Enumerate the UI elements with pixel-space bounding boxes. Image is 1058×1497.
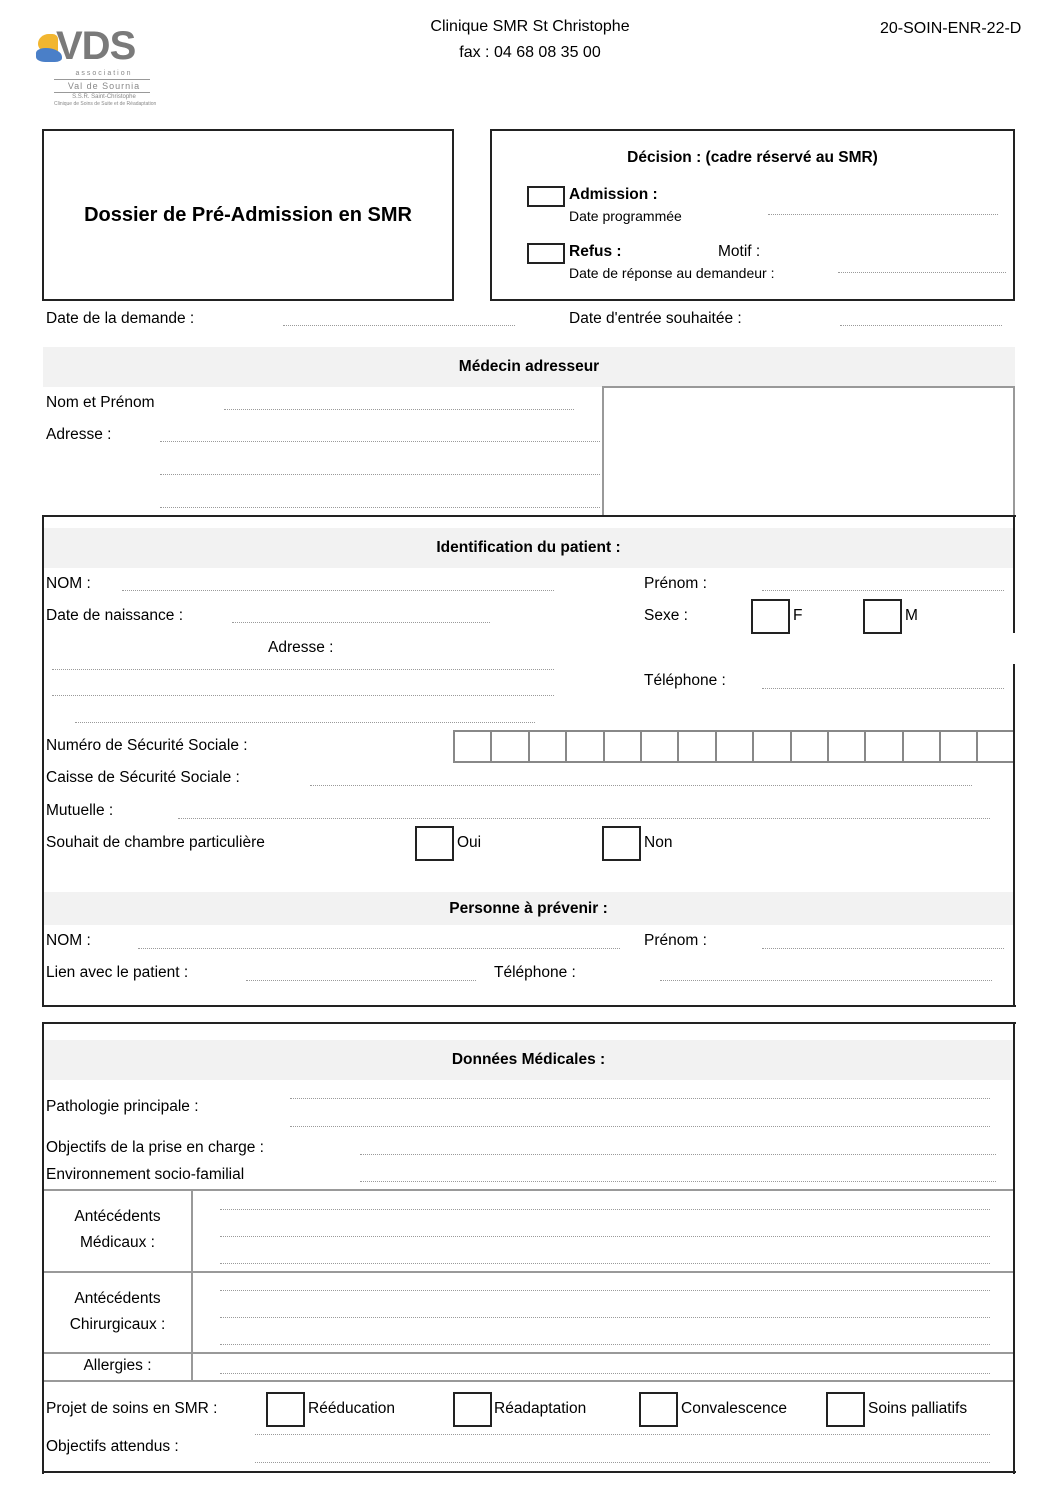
pathologie-line-2[interactable] [290,1126,990,1127]
patient-frame-right [1013,664,1015,1007]
sexe-m-label: M [905,607,918,624]
sexe-f-checkbox[interactable] [751,599,790,634]
environnement-field[interactable] [360,1181,996,1182]
divider [44,1271,1013,1273]
nss-label: Numéro de Sécurité Sociale : [46,737,248,754]
pathologie-label: Pathologie principale : [46,1098,199,1115]
convalescence-checkbox[interactable] [639,1392,678,1427]
soins-palliatifs-label: Soins palliatifs [868,1400,968,1417]
reeducation-label: Rééducation [308,1400,396,1417]
date-reponse-field[interactable] [838,272,1006,273]
patient-telephone-label: Téléphone : [644,672,726,689]
chambre-oui-checkbox[interactable] [415,826,454,861]
chambre-oui-label: Oui [457,834,482,851]
divider [44,1189,1013,1191]
chambre-non-checkbox[interactable] [602,826,641,861]
convalescence-label: Convalescence [681,1400,787,1417]
patient-adresse-line-3[interactable] [75,722,535,723]
ant-chirurgicaux-label-1: Antécédents [74,1290,161,1307]
nss-input-grid[interactable] [453,730,1013,763]
allergies-field[interactable] [220,1373,990,1374]
personne-nom-field[interactable] [138,948,620,949]
clinic-name: Clinique SMR St Christophe [430,18,630,35]
medical-frame-right [1013,1022,1015,1474]
patient-telephone-field[interactable] [762,688,1004,689]
ant-chirurgicaux-line-1[interactable] [220,1290,990,1291]
readaptation-label: Réadaptation [494,1400,587,1417]
nss-digit-box[interactable] [490,732,527,761]
patient-frame-right [1013,515,1015,633]
admission-checkbox[interactable] [527,186,565,207]
patient-adresse-label: Adresse : [268,639,334,656]
nss-digit-box[interactable] [939,732,976,761]
allergies-label: Allergies : [83,1357,152,1374]
objectifs-attendus-label: Objectifs attendus : [46,1438,179,1455]
logo-ssr: S.S.R. Saint-Christophe [72,94,136,100]
refus-label: Refus : [569,243,622,260]
caisse-label: Caisse de Sécurité Sociale : [46,769,240,786]
nss-digit-box[interactable] [565,732,602,761]
logo-val-de-sournia: Val de Sournia [67,81,141,91]
motif-label: Motif : [718,243,761,260]
date-demande-label: Date de la demande : [46,310,195,327]
ant-chirurgicaux-label-2: Chirurgicaux : [69,1316,166,1333]
medecin-nom-label: Nom et Prénom [46,394,155,411]
date-reponse-label: Date de réponse au demandeur : [569,265,775,281]
nss-digit-box[interactable] [453,732,490,761]
medecin-stamp-box[interactable] [602,386,1015,517]
medecin-adresse-line-2[interactable] [160,474,600,475]
nss-digit-box[interactable] [902,732,939,761]
refus-checkbox[interactable] [527,243,565,264]
decision-heading: Décision : (cadre réservé au SMR) [627,149,878,166]
sexe-label: Sexe : [644,607,688,624]
document-code: 20-SOIN-ENR-22-D [880,20,1022,37]
nss-digit-box[interactable] [827,732,864,761]
nss-digit-box[interactable] [715,732,752,761]
ant-medicaux-line-2[interactable] [220,1236,990,1237]
medecin-adresse-line-3[interactable] [160,507,600,508]
date-programmee-field[interactable] [768,214,998,215]
patient-prenom-field[interactable] [762,590,1004,591]
ant-chirurgicaux-line-3[interactable] [220,1344,990,1345]
clinic-fax: fax : 04 68 08 35 00 [459,44,601,61]
projet-label: Projet de soins en SMR : [46,1400,218,1417]
ant-chirurgicaux-line-2[interactable] [220,1317,990,1318]
personne-telephone-field[interactable] [660,980,992,981]
admission-label: Admission : [569,186,658,203]
nss-digit-box[interactable] [790,732,827,761]
patient-heading: Identification du patient : [44,528,1013,568]
soins-palliatifs-checkbox[interactable] [826,1392,865,1427]
medical-heading: Données Médicales : [44,1040,1013,1080]
patient-nom-field[interactable] [122,590,554,591]
logo-divider [54,92,150,93]
logo-association: association [75,70,133,77]
divider [44,1352,1013,1354]
vds-logo [34,26,159,108]
date-naissance-label: Date de naissance : [46,607,184,624]
patient-prenom-label: Prénom : [644,575,707,592]
patient-frame-bottom [42,1005,1016,1007]
reeducation-checkbox[interactable] [266,1392,305,1427]
personne-heading: Personne à prévenir : [44,892,1013,925]
patient-adresse-line-2[interactable] [52,695,554,696]
nss-digit-box[interactable] [603,732,640,761]
nss-digit-box[interactable] [677,732,714,761]
lien-label: Lien avec le patient : [46,964,189,981]
patient-frame-left [42,515,44,1007]
sexe-f-label: F [793,607,803,624]
logo-divider [54,79,150,80]
nss-digit-box[interactable] [976,732,1013,761]
medecin-nom-field[interactable] [224,409,574,410]
objectifs-attendus-line-1[interactable] [255,1434,990,1435]
medecin-adresse-line-1[interactable] [160,441,600,442]
chambre-label: Souhait de chambre particulière [46,834,265,851]
medecin-heading: Médecin adresseur [43,347,1015,387]
logo-text: VDS [56,24,136,68]
date-entree-field[interactable] [840,325,1002,326]
sexe-m-checkbox[interactable] [863,599,902,634]
personne-prenom-field[interactable] [762,948,1004,949]
page-title: Dossier de Pré-Admission en SMR [84,203,412,226]
nss-digit-box[interactable] [752,732,789,761]
pathologie-line-1[interactable] [290,1098,990,1099]
date-programmee-label: Date programmée [569,208,682,224]
medical-frame-top [42,1022,1016,1024]
nss-digit-box[interactable] [640,732,677,761]
mutuelle-label: Mutuelle : [46,802,114,819]
nss-digit-box[interactable] [864,732,901,761]
date-naissance-field[interactable] [232,622,490,623]
ant-medicaux-line-1[interactable] [220,1209,990,1210]
ant-medicaux-label-1: Antécédents [74,1208,161,1225]
date-entree-label: Date d'entrée souhaitée : [569,310,742,327]
patient-frame-top [42,515,1016,517]
divider [44,1380,1013,1382]
personne-prenom-label: Prénom : [644,932,707,949]
title-box [42,129,454,301]
objectifs-pec-label: Objectifs de la prise en charge : [46,1139,264,1156]
readaptation-checkbox[interactable] [453,1392,492,1427]
lien-field[interactable] [246,980,476,981]
mutuelle-field[interactable] [178,818,990,819]
medecin-adresse-label: Adresse : [46,426,112,443]
environnement-label: Environnement socio-familial [46,1166,245,1183]
patient-adresse-line-1[interactable] [52,669,554,670]
nss-digit-box[interactable] [528,732,565,761]
personne-telephone-label: Téléphone : [494,964,576,981]
personne-nom-label: NOM : [46,932,91,949]
medical-frame-bottom [42,1471,1016,1473]
logo-subtitle: Clinique de Soins de Suite et de Réadaptation [54,101,157,107]
objectifs-attendus-line-2[interactable] [255,1462,990,1463]
ant-medicaux-label-2: Médicaux : [80,1234,155,1251]
chambre-non-label: Non [644,834,673,851]
date-demande-field[interactable] [283,325,515,326]
patient-nom-label: NOM : [46,575,91,592]
caisse-field[interactable] [310,785,972,786]
ant-medicaux-line-3[interactable] [220,1263,990,1264]
objectifs-pec-field[interactable] [360,1154,996,1155]
